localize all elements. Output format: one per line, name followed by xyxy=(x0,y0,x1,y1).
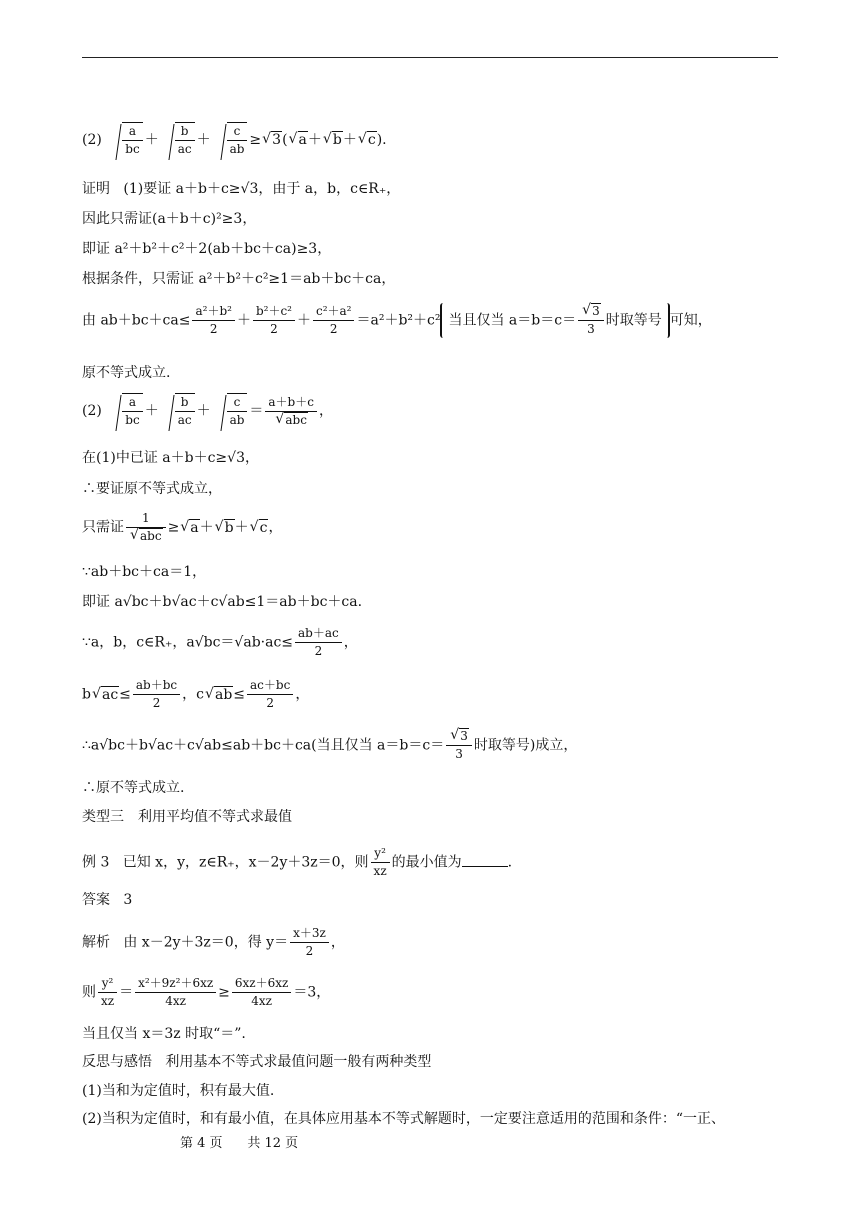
then-suffix: ＝3， xyxy=(293,984,331,1001)
sqrt-c-over-ab: $\frac{c}{ab}$ xyxy=(211,122,250,158)
proof-label: 证明 xyxy=(82,181,110,197)
reflection-item-1: (1)当和为定值时，积有最大值. xyxy=(82,1083,275,1099)
proof-line-12: 即证 a√bc＋b√ac＋c√ab≤1＝ab＋bc＋ca. xyxy=(82,594,363,610)
example-3: 例 3 已知 x，y，z∈R₊，x－2y＋3z＝0，则 $\frac{\text{y²}}{xz}$ 的最小值为 . xyxy=(82,846,513,878)
proof-line-2: 因此只需证(a＋b＋c)²≥3， xyxy=(82,211,257,227)
proof-line-10: 只需证 1 √ abc ≥√ a＋√ b＋√ c， xyxy=(82,510,282,545)
proof-line-14: b√ ac≤ $\frac{ab+bc}{2}$ ，c√ ab≤ $\frac{ac+bc}{2}$ ， xyxy=(82,677,309,712)
then-line: 则 $\frac{\text{y²}}{xz}$ ＝ $\frac{\text{x²＋9z²＋6xz}}{4xz}$ ≥ $\frac{6xz+6xz}{4xz}$ ＝3， xyxy=(82,976,331,1008)
sqrt-b-over-ac: $\frac{b}{ac}$ xyxy=(159,122,197,158)
reflection-item-2: (2)当积为定值时，和有最小值，在具体应用基本不等式解题时，一定要注意适用的范围和条件：“一正、 xyxy=(82,1111,725,1127)
proof-line-6: 原不等式成立. xyxy=(82,365,171,381)
proof-line-13: ∵a，b，c∈R₊，a√bc＝√ab·ac≤ $\frac{ab+ac}{2}$ ， xyxy=(82,626,358,658)
then-prefix: 则 xyxy=(82,984,96,1001)
answer-value: 3 xyxy=(123,892,133,908)
proof-line-3: 即证 a²＋b²＋c²＋2(ab＋bc＋ca)≥3， xyxy=(82,241,332,257)
when-line: 当且仅当 x＝3z 时取“＝”. xyxy=(82,1026,246,1042)
sqrt-a-over-bc: $\frac{a}{bc}$ xyxy=(106,122,144,158)
example-text: 已知 x，y，z∈R₊，x－2y＋3z＝0，则 xyxy=(122,854,369,871)
proof-line-16: ∴原不等式成立. xyxy=(82,780,185,796)
analysis-line: 解析 由 x－2y＋3z＝0，得 y＝ $\frac{x+3z}{2}$ ， xyxy=(82,926,345,958)
from-prefix: 由 ab＋bc＋ca≤ xyxy=(82,312,191,329)
proof-line-15: ∴a√bc＋b√ac＋c√ab≤ab＋bc＋ca(当且仅当 a＝b＝c＝ √ $\frac{3}{3}$ 时取等号)成立， xyxy=(82,728,577,763)
problem-2-statement: (2) $\frac{a}{bc}$ ＋ $\frac{b}{ac}$ ＋ $\frac{c}{ab}$ ≥√ 3(√ a＋√ b＋√ c). xyxy=(82,122,387,158)
example-label: 例 3 xyxy=(82,854,110,871)
reflection-line xyxy=(82,1053,431,1071)
from-suffix: 可知， xyxy=(669,312,712,329)
from-mid: ＝a²＋b²＋c² xyxy=(356,312,441,329)
brace-text: 当且仅当 a＝b＝c＝ xyxy=(448,312,577,329)
only-prefix: 只需证 xyxy=(82,519,124,536)
therefore2-prefix: ∴a√bc＋b√ac＋c√ab≤ab＋bc＋ca(当且仅当 a＝b＝c＝ xyxy=(82,737,445,754)
reflection-label: 反思与感悟 xyxy=(82,1054,152,1070)
proof-text-1: (1)要证 a＋b＋c≥√3，由于 a，b，c∈R₊， xyxy=(123,181,401,197)
proof-line-8: 在(1)中已证 a＋b＋c≥√3， xyxy=(82,450,259,466)
answer-label: 答案 xyxy=(82,892,110,908)
analysis-label: 解析 xyxy=(82,934,110,951)
proof-line-1 xyxy=(82,180,400,198)
header-rule xyxy=(82,57,778,58)
answer-line xyxy=(82,891,132,909)
proof-line-5: 由 ab＋bc＋ca≤ $\frac{\text{a²＋b²}}{2}$ ＋ $\frac{\text{b²＋c²}}{2}$ ＋ $\frac{\text{c²＋a²}}{2}$ ＝a²＋b²＋c² 当且仅当 a＝b＝c＝ √ $\frac{3}{3}$ 时取等号 可知， xyxy=(82,303,712,338)
proof-line-9: ∴要证原不等式成立， xyxy=(82,481,222,497)
proof-line-7: (2) $\frac{a}{bc}$ ＋ $\frac{b}{ac}$ ＋ $\frac{c}{ab}$ ＝ a＋b＋c √ abc ， xyxy=(82,393,333,429)
proof-line-11: ∵ab＋bc＋ca＝1， xyxy=(82,564,207,580)
proof-line-4: 根据条件，只需证 a²＋b²＋c²≥1＝ab＋bc＋ca， xyxy=(82,271,396,287)
analysis-text: 由 x－2y＋3z＝0，得 y＝ xyxy=(123,934,289,951)
page-footer: 第 4 页 共 12 页 xyxy=(180,1136,299,1151)
brace-text-end: 时取等号 xyxy=(605,312,662,329)
reflection-text: 利用基本不等式求最值问题一般有两种类型 xyxy=(165,1054,432,1070)
therefore2-suffix: 时取等号)成立， xyxy=(473,737,578,754)
problem-number: (2) xyxy=(82,132,102,148)
answer-blank xyxy=(462,866,508,867)
example-suffix: 的最小值为 xyxy=(391,854,462,871)
because2-prefix: ∵a，b，c∈R₊，a√bc＝√ab·ac≤ xyxy=(82,634,294,651)
section-title: 类型三 利用平均值不等式求最值 xyxy=(82,809,292,825)
equality-condition-brace: 当且仅当 a＝b＝c＝ √ $\frac{3}{3}$ 时取等号 xyxy=(440,303,669,338)
